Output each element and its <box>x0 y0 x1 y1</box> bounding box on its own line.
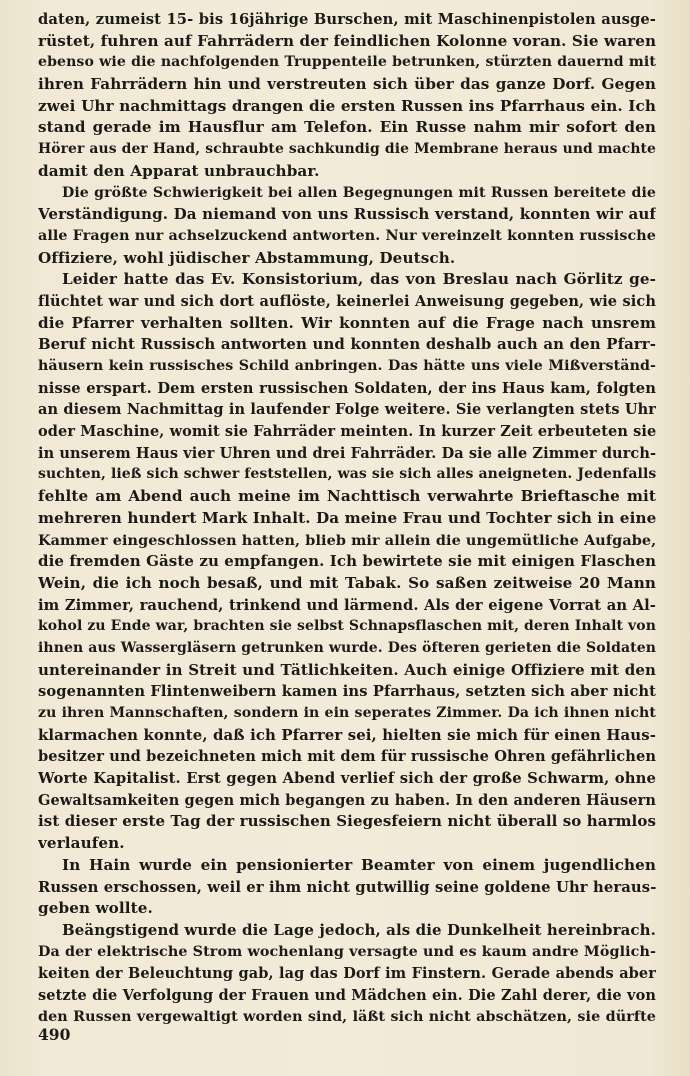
text-line: häusern kein russisches Schild anbringen. Das hätte uns viele Mißverständ- <box>38 358 656 374</box>
text-line: In Hain wurde ein pensionierter Beamter von einem jugendlichen <box>62 855 656 874</box>
text-line: Beruf nicht Russisch antworten und konnten deshalb auch an den Pfarr- <box>38 335 656 354</box>
text-line: ihren Fahrrädern hin und verstreuten sich über das ganze Dorf. Gegen <box>38 75 656 94</box>
text-line: ebenso wie die nachfolgenden Truppenteile betrunken, stürzten dauernd mit <box>38 54 656 71</box>
page-number: 490 <box>38 1025 71 1044</box>
text-line: zwei Uhr nachmittags drangen die ersten Russen ins Pfarrhaus ein. Ich <box>38 96 656 115</box>
text-line: ihnen aus Wassergläsern getrunken wurde. Des öfteren gerieten die Soldaten <box>38 639 656 656</box>
text-line: untereinander in Streit und Tätlichkeiten. Auch einige Offiziere mit den <box>38 660 656 679</box>
text-line: Kammer eingeschlossen hatten, blieb mir allein die ungemütliche Aufgabe, <box>38 531 656 549</box>
text-line: damit den Apparat unbrauchbar. <box>38 161 320 180</box>
text-line: ist dieser erste Tag der russischen Siegesfeiern nicht überall so harmlos <box>38 812 656 831</box>
text-line: geben wollte. <box>38 899 153 918</box>
text-line: klarmachen konnte, daß ich Pfarrer sei, hielten sie mich für einen Haus- <box>38 725 656 744</box>
text-line: nisse erspart. Dem ersten russischen Soldaten, der ins Haus kam, folgten <box>38 379 656 397</box>
body-text <box>38 9 656 1028</box>
text-line: setzte die Verfolgung der Frauen und Mädchen ein. Die Zahl derer, die von <box>38 986 656 1004</box>
text-line: daten, zumeist 15- bis 16jährige Burschen, mit Maschinenpistolen ausge- <box>38 11 656 28</box>
text-line: zu ihren Mannschaften, sondern in ein seperates Zimmer. Da ich ihnen nicht <box>38 705 656 721</box>
text-line: Verständigung. Da niemand von uns Russisch verstand, konnten wir auf <box>38 205 656 224</box>
text-line: Leider hatte das Ev. Konsistorium, das von Breslau nach Görlitz ge- <box>62 270 656 289</box>
text-line: stand gerade im Hausflur am Telefon. Ein Russe nahm mir sofort den <box>38 118 656 137</box>
text-line: Offiziere, wohl jüdischer Abstammung, Deutsch. <box>38 248 456 267</box>
text-line: Hörer aus der Hand, schraubte sachkundig die Membrane heraus und machte <box>38 141 656 158</box>
text-line: im Zimmer, rauchend, trinkend und lärmend. Als der eigene Vorrat an Al- <box>38 596 656 614</box>
text-line: oder Maschine, womit sie Fahrräder meinten. In kurzer Zeit erbeuteten sie <box>38 423 656 441</box>
text-line: Wein, die ich noch besaß, und mit Tabak. So saßen zeitweise 20 Mann <box>38 573 656 592</box>
text-line: Gewaltsamkeiten gegen mich begangen zu haben. In den anderen Häusern <box>38 791 656 809</box>
text-line: rüstet, fuhren auf Fahrrädern der feindlichen Kolonne voran. Sie waren <box>38 31 656 50</box>
text-line: den Russen vergewaltigt worden sind, läßt sich nicht abschätzen, sie dürfte <box>38 1008 656 1025</box>
text-line: Die größte Schwierigkeit bei allen Begegnungen mit Russen bereitete die <box>62 184 656 201</box>
text-line: an diesem Nachmittag in laufender Folge weitere. Sie verlangten stets Uhr <box>38 401 656 419</box>
text-line: fehlte am Abend auch meine im Nachttisch verwahrte Brieftasche mit <box>38 487 656 506</box>
text-line: Da der elektrische Strom wochenlang versagte und es kaum andre Möglich- <box>38 943 656 960</box>
text-line: suchten, ließ sich schwer feststellen, was sie sich alles aneigneten. Jedenfalls <box>38 466 656 483</box>
text-line: Beängstigend wurde die Lage jedoch, als die Dunkelheit hereinbrach. <box>62 920 656 939</box>
text-line: verlaufen. <box>38 834 125 853</box>
text-line: Worte Kapitalist. Erst gegen Abend verlief sich der große Schwarm, ohne <box>38 770 656 788</box>
text-line: kohol zu Ende war, brachten sie selbst Schnapsflaschen mit, deren Inhalt von <box>38 618 656 635</box>
text-line: keiten der Beleuchtung gab, lag das Dorf im Finstern. Gerade abends aber <box>38 965 656 983</box>
text-line: die fremden Gäste zu empfangen. Ich bewirtete sie mit einigen Flaschen <box>38 552 656 571</box>
text-line: die Pfarrer verhalten sollten. Wir konnten auf die Frage nach unsrem <box>38 313 656 332</box>
text-line: alle Fragen nur achselzuckend antworten. Nur vereinzelt konnten russische <box>38 227 656 244</box>
text-line: in unserem Haus vier Uhren und drei Fahrräder. Da sie alle Zimmer durch- <box>38 444 656 462</box>
text-line: besitzer und bezeichneten mich mit dem für russische Ohren gefährlichen <box>38 748 656 766</box>
text-line: flüchtet war und sich dort auflöste, keinerlei Anweisung gegeben, wie sich <box>38 292 656 310</box>
text-line: Russen erschossen, weil er ihm nicht gutwillig seine goldene Uhr heraus- <box>38 878 656 896</box>
text-line: sogenannten Flintenweibern kamen ins Pfarrhaus, setzten sich aber nicht <box>38 683 656 701</box>
text-line: mehreren hundert Mark Inhalt. Da meine Frau und Tochter sich in eine <box>38 508 656 527</box>
